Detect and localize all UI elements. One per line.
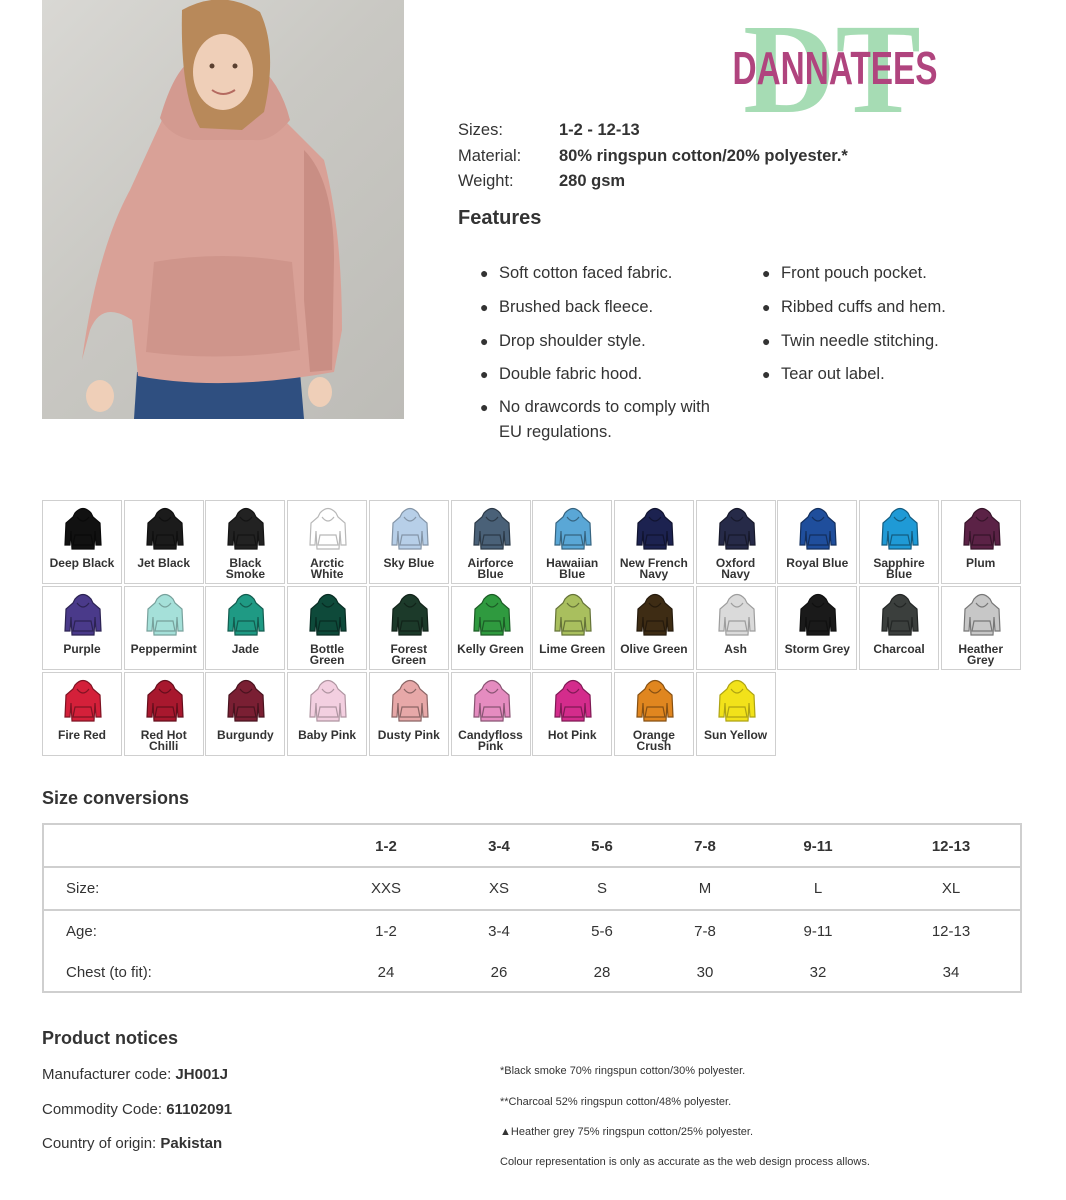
spec-row-sizes <box>458 118 848 144</box>
colour-name-line: Blue <box>885 567 912 581</box>
table-cell: 32 <box>809 964 827 981</box>
colour-name <box>615 558 693 580</box>
hoodie-icon <box>145 505 185 551</box>
hoodie-icon <box>226 505 266 551</box>
features-title: Features <box>458 207 542 229</box>
hoodie-icon <box>308 677 348 723</box>
hoodie-icon <box>472 505 512 551</box>
table-divider <box>44 909 1020 911</box>
colour-name-line: Storm Grey <box>784 642 850 656</box>
feature-item: ● Double fabric hood. <box>499 362 642 387</box>
colour-name <box>288 644 366 666</box>
colour-name-line: Forest <box>390 642 428 656</box>
table-cell: 12-13 <box>931 923 971 940</box>
hoodie-icon <box>308 505 348 551</box>
hoodie-icon <box>145 591 185 637</box>
colour-name <box>533 558 611 580</box>
colour-swatch[interactable] <box>614 500 694 584</box>
feature-item: ● Ribbed cuffs and hem. <box>781 295 946 320</box>
table-cell: XL <box>941 880 961 897</box>
column-header: 12-13 <box>931 838 971 855</box>
colour-swatch[interactable] <box>369 500 449 584</box>
table-cell: 3-4 <box>488 923 510 940</box>
colour-name-line: Candyfloss <box>458 728 523 742</box>
colour-name-line: Kelly Green <box>457 642 524 656</box>
colour-swatch[interactable] <box>777 586 857 670</box>
colour-name-line: Arctic <box>310 556 345 570</box>
table-divider <box>44 866 1020 868</box>
table-cell: 9-11 <box>803 923 833 940</box>
hoodie-icon <box>390 677 430 723</box>
hoodie-icon <box>63 505 103 551</box>
size-conversion-table <box>42 823 1022 993</box>
colour-name <box>942 558 1020 569</box>
colour-name <box>125 558 203 569</box>
footnote: Colour representation is only as accurate as the web design process allows. <box>500 1156 870 1168</box>
colour-swatch[interactable] <box>42 586 122 670</box>
colour-name-line: Sapphire <box>873 556 925 570</box>
hoodie-icon <box>635 677 675 723</box>
colour-swatch[interactable] <box>859 500 939 584</box>
hoodie-icon <box>635 591 675 637</box>
colour-swatch[interactable] <box>532 672 612 756</box>
colour-name-line: Red Hot <box>140 728 187 742</box>
hoodie-icon <box>472 677 512 723</box>
colour-name-line: Sun Yellow <box>704 728 768 742</box>
notice-commodity-code: Commodity Code: 61102091 <box>42 1101 233 1118</box>
colour-name <box>452 644 530 655</box>
colour-name-line: Airforce <box>467 556 514 570</box>
hoodie-icon <box>553 505 593 551</box>
colour-name-line: Green <box>391 653 427 667</box>
colour-name <box>452 730 530 752</box>
hoodie-icon <box>717 677 757 723</box>
table-cell: 34 <box>942 964 960 981</box>
colour-name-line: Burgundy <box>217 728 274 742</box>
colour-name <box>615 644 693 655</box>
hoodie-icon <box>962 591 1002 637</box>
colour-name-line: Oxford <box>715 556 756 570</box>
colour-name-line: Hawaiian <box>546 556 599 570</box>
spec-label: Sizes: <box>458 121 503 140</box>
spec-row-material <box>458 144 848 170</box>
colour-swatch[interactable] <box>941 586 1021 670</box>
colour-name-line: Black <box>229 556 262 570</box>
bullet-icon: ● <box>480 265 489 281</box>
spec-value: 80% ringspun cotton/20% polyester.* <box>559 146 848 165</box>
notice-manufacturer-code: Manufacturer code: JH001J <box>42 1066 228 1083</box>
colour-name-line: New French <box>619 556 688 570</box>
colour-name <box>125 730 203 752</box>
product-photo <box>42 0 404 419</box>
hoodie-icon <box>798 505 838 551</box>
hoodie-icon <box>880 505 920 551</box>
colour-name-line: Dusty Pink <box>377 728 440 742</box>
colour-name <box>697 730 775 741</box>
colour-swatch[interactable] <box>614 672 694 756</box>
colour-name <box>533 730 611 741</box>
feature-item: ● Brushed back fleece. <box>499 295 653 320</box>
hoodie-icon <box>63 591 103 637</box>
feature-item: ● Tear out label. <box>781 362 885 387</box>
colour-swatch[interactable] <box>287 672 367 756</box>
footnote: **Charcoal 52% ringspun cotton/48% polyester. <box>500 1096 732 1108</box>
feature-item: ● No drawcords to comply with EU regulations. <box>499 395 710 445</box>
colour-name <box>452 558 530 580</box>
colour-name-line: Deep Black <box>49 556 115 570</box>
bullet-icon: ● <box>762 366 771 382</box>
spec-value: 280 gsm <box>559 172 626 191</box>
colour-name <box>533 644 611 655</box>
feature-item: ● Drop shoulder style. <box>499 329 646 354</box>
colour-swatch[interactable] <box>614 586 694 670</box>
colour-name <box>43 558 121 569</box>
hoodie-icon <box>226 591 266 637</box>
column-header: 7-8 <box>694 838 716 855</box>
feature-item: ● Front pouch pocket. <box>781 261 927 286</box>
colour-name-line: Hot Pink <box>547 728 597 742</box>
product-notices-title: Product notices <box>42 1028 179 1048</box>
colour-swatch[interactable] <box>696 586 776 670</box>
colour-name-line: Smoke <box>225 567 266 581</box>
colour-name <box>206 558 284 580</box>
brand-monogram: DT <box>743 2 921 117</box>
colour-swatch[interactable] <box>696 500 776 584</box>
colour-name <box>697 558 775 580</box>
colour-name <box>778 644 856 655</box>
hoodie-icon <box>553 591 593 637</box>
column-header: 9-11 <box>803 838 833 855</box>
colour-name <box>370 558 448 569</box>
hoodie-icon <box>635 505 675 551</box>
column-header: 5-6 <box>591 838 613 855</box>
colour-name-line: Bottle <box>310 642 345 656</box>
hoodie-icon <box>553 677 593 723</box>
notice-country-of-origin: Country of origin: Pakistan <box>42 1135 223 1152</box>
colour-name-line: White <box>310 567 344 581</box>
table-cell: L <box>813 880 823 897</box>
table-cell: 26 <box>490 964 508 981</box>
colour-swatch[interactable] <box>42 672 122 756</box>
colour-name <box>860 558 938 580</box>
colour-name <box>125 644 203 655</box>
bullet-icon: ● <box>480 299 489 315</box>
colour-name-line: Royal Blue <box>786 556 849 570</box>
hoodie-icon <box>308 591 348 637</box>
colour-swatch[interactable] <box>369 672 449 756</box>
colour-name-line: Blue <box>559 567 586 581</box>
hoodie-icon <box>717 591 757 637</box>
hoodie-icon <box>145 677 185 723</box>
bullet-icon: ● <box>762 333 771 349</box>
colour-swatch[interactable] <box>532 500 612 584</box>
colour-name-line: Orange <box>632 728 675 742</box>
footnote: ▲Heather grey 75% ringspun cotton/25% polyester. <box>500 1126 754 1138</box>
colour-name-line: Green <box>309 653 345 667</box>
colour-name <box>615 730 693 752</box>
bullet-icon: ● <box>480 399 489 415</box>
colour-name-line: Navy <box>639 567 669 581</box>
colour-name-line: Grey <box>967 653 995 667</box>
colour-name-line: Lime Green <box>539 642 606 656</box>
hoodie-icon <box>63 677 103 723</box>
colour-name-line: Purple <box>63 642 101 656</box>
spec-list <box>458 118 848 195</box>
colour-name-line: Fire Red <box>57 728 106 742</box>
feature-item: ● Twin needle stitching. <box>781 329 939 354</box>
colour-swatch[interactable] <box>124 586 204 670</box>
column-header: 1-2 <box>375 838 397 855</box>
table-cell: S <box>596 880 608 897</box>
size-conversions-title: Size conversions <box>42 788 190 808</box>
colour-name <box>370 730 448 741</box>
colour-name-line: Chilli <box>149 739 179 753</box>
table-cell: 7-8 <box>694 923 716 940</box>
colour-name-line: Heather <box>958 642 1004 656</box>
colour-swatch[interactable] <box>287 500 367 584</box>
bullet-icon: ● <box>762 265 771 281</box>
colour-name <box>288 558 366 580</box>
colour-swatch[interactable] <box>124 500 204 584</box>
colour-name-line: Sky Blue <box>383 556 435 570</box>
row-label: Size: <box>66 880 100 897</box>
colour-swatch[interactable] <box>532 586 612 670</box>
colour-swatch[interactable] <box>451 500 531 584</box>
spec-row-weight <box>458 169 848 195</box>
colour-name <box>778 558 856 569</box>
colour-name-line: Baby Pink <box>298 728 357 742</box>
footnote: *Black smoke 70% ringspun cotton/30% polyester. <box>500 1065 746 1077</box>
colour-name <box>288 730 366 741</box>
colour-name <box>860 644 938 655</box>
colour-swatch[interactable] <box>287 586 367 670</box>
colour-swatch[interactable] <box>124 672 204 756</box>
colour-name-line: Ash <box>724 642 747 656</box>
hoodie-icon <box>472 591 512 637</box>
colour-swatch[interactable] <box>205 500 285 584</box>
colour-swatch[interactable] <box>42 500 122 584</box>
colour-name <box>370 644 448 666</box>
table-cell: 28 <box>593 964 611 981</box>
colour-swatch[interactable] <box>451 672 531 756</box>
colour-name-line: Jet Black <box>137 556 191 570</box>
spec-label: Weight: <box>458 172 514 191</box>
table-cell: 30 <box>696 964 714 981</box>
colour-swatch[interactable] <box>205 586 285 670</box>
hoodie-icon <box>226 677 266 723</box>
colour-name <box>206 730 284 741</box>
table-cell: XXS <box>370 880 402 897</box>
colour-name <box>942 644 1020 666</box>
spec-value: 1-2 - 12-13 <box>559 121 640 140</box>
hoodie-icon <box>798 591 838 637</box>
hoodie-icon <box>390 505 430 551</box>
colour-swatch[interactable] <box>859 586 939 670</box>
colour-name <box>43 644 121 655</box>
colour-name-line: Olive Green <box>620 642 688 656</box>
colour-name-line: Pink <box>477 739 504 753</box>
table-cell: M <box>698 880 712 897</box>
bullet-icon: ● <box>762 299 771 315</box>
feature-item: ● Soft cotton faced fabric. <box>499 261 672 286</box>
colour-swatch[interactable] <box>369 586 449 670</box>
colour-swatch[interactable] <box>696 672 776 756</box>
colour-name <box>43 730 121 741</box>
table-cell: 5-6 <box>591 923 613 940</box>
colour-swatch[interactable] <box>205 672 285 756</box>
colour-name-line: Crush <box>636 739 672 753</box>
colour-name <box>697 644 775 655</box>
colour-swatch[interactable] <box>941 500 1021 584</box>
colour-name <box>206 644 284 655</box>
colour-name-line: Charcoal <box>873 642 925 656</box>
colour-name-line: Jade <box>231 642 260 656</box>
spec-label: Material: <box>458 146 522 165</box>
colour-swatch[interactable] <box>451 586 531 670</box>
colour-swatch[interactable] <box>777 500 857 584</box>
row-label: Chest (to fit): <box>66 964 152 981</box>
colour-name-line: Blue <box>477 567 504 581</box>
hoodie-icon <box>717 505 757 551</box>
colour-name-line: Plum <box>966 556 996 570</box>
hoodie-icon <box>390 591 430 637</box>
brand-name: DANNATEES <box>732 42 938 94</box>
colour-name-line: Navy <box>721 567 750 581</box>
column-header: 3-4 <box>488 838 510 855</box>
hoodie-icon <box>880 591 920 637</box>
table-cell: XS <box>488 880 510 897</box>
brand-logo <box>728 2 943 117</box>
colour-name-line: Peppermint <box>130 642 197 656</box>
bullet-icon: ● <box>480 333 489 349</box>
table-cell: 1-2 <box>375 923 397 940</box>
hoodie-icon <box>962 505 1002 551</box>
bullet-icon: ● <box>480 366 489 382</box>
row-label: Age: <box>66 923 97 940</box>
table-cell: 24 <box>377 964 395 981</box>
